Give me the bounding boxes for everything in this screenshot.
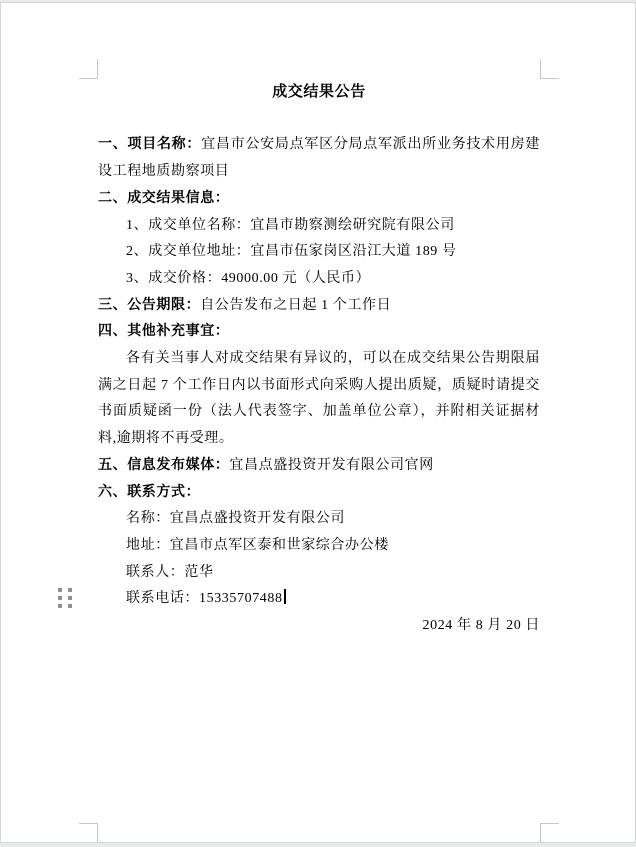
line-contact-person[interactable]: 联系人：范华 <box>126 564 214 580</box>
announcement-period-label[interactable]: 三、公告期限： <box>98 297 201 313</box>
line-winner-address[interactable]: 2、成交单位地址：宜昌市伍家岗区沿江大道 189 号 <box>126 244 457 260</box>
line-contact-phone[interactable] <box>98 586 540 613</box>
para-objection-notes[interactable]: 各有关当事人对成交结果有异议的，可以在成交结果公告期限届满之日起 7 个工作日内以书面形式向采购人提出质疑，质疑时请提交书面质疑函一份（法人代表签字、加盖单位公章），并附相关证据材料,逾期将不再受理。 <box>98 351 540 447</box>
margin-mark-bottom-right <box>540 823 559 843</box>
drag-handle-dot <box>68 604 72 608</box>
project-name-label[interactable]: 一、项目名称： <box>98 137 202 153</box>
heading-deal-result-info[interactable] <box>98 186 540 213</box>
publish-media-text[interactable]: 宜昌点盛投资开发有限公司官网 <box>229 457 434 473</box>
para-project-name[interactable] <box>98 132 540 185</box>
heading-contact-info[interactable] <box>98 480 540 507</box>
line-winner-name[interactable]: 1、成交单位名称：宜昌市勘察测绘研究院有限公司 <box>126 217 455 233</box>
project-name-text[interactable]: 宜昌市公安局点军区分局点军派出所业务技术用房建设工程地质勘察项目 <box>98 137 540 180</box>
other-matters-label[interactable]: 四、其他补充事宜： <box>98 324 230 340</box>
drag-handle-dot <box>68 596 72 600</box>
margin-mark-top-left <box>79 59 98 79</box>
heading-other-matters[interactable] <box>98 319 540 346</box>
para-publish-media[interactable] <box>98 453 540 480</box>
line-deal-price[interactable]: 3、成交价格：49000.00 元（人民币） <box>126 270 371 286</box>
drag-handle-dot <box>68 588 72 592</box>
document-body <box>98 79 540 640</box>
doc-date[interactable]: 2024 年 8 月 20 日 <box>422 618 540 634</box>
margin-mark-bottom-left <box>79 823 98 843</box>
contact-phone-text[interactable]: 联系电话：15335707488 <box>126 591 283 607</box>
drag-handle-dot <box>58 588 62 592</box>
line-contact-address[interactable]: 地址：宜昌市点军区泰和世家综合办公楼 <box>126 537 389 553</box>
publish-media-label[interactable]: 五、信息发布媒体： <box>98 457 230 473</box>
deal-result-info-label[interactable]: 二、成交结果信息： <box>98 190 230 206</box>
line-contact-name[interactable]: 名称：宜昌点盛投资开发有限公司 <box>126 511 345 527</box>
para-announcement-period[interactable] <box>98 293 540 320</box>
drag-handle-icon[interactable] <box>58 588 72 608</box>
document-title[interactable]: 成交结果公告 <box>272 84 366 100</box>
drag-handle-dot <box>58 604 62 608</box>
announcement-period-text[interactable]: 自公告发布之日起 1 个工作日 <box>200 297 392 313</box>
drag-handle-dot <box>58 596 62 600</box>
document-page <box>0 2 636 843</box>
text-cursor <box>284 589 286 604</box>
margin-mark-top-right <box>540 59 559 79</box>
contact-info-label[interactable]: 六、联系方式： <box>98 484 201 500</box>
